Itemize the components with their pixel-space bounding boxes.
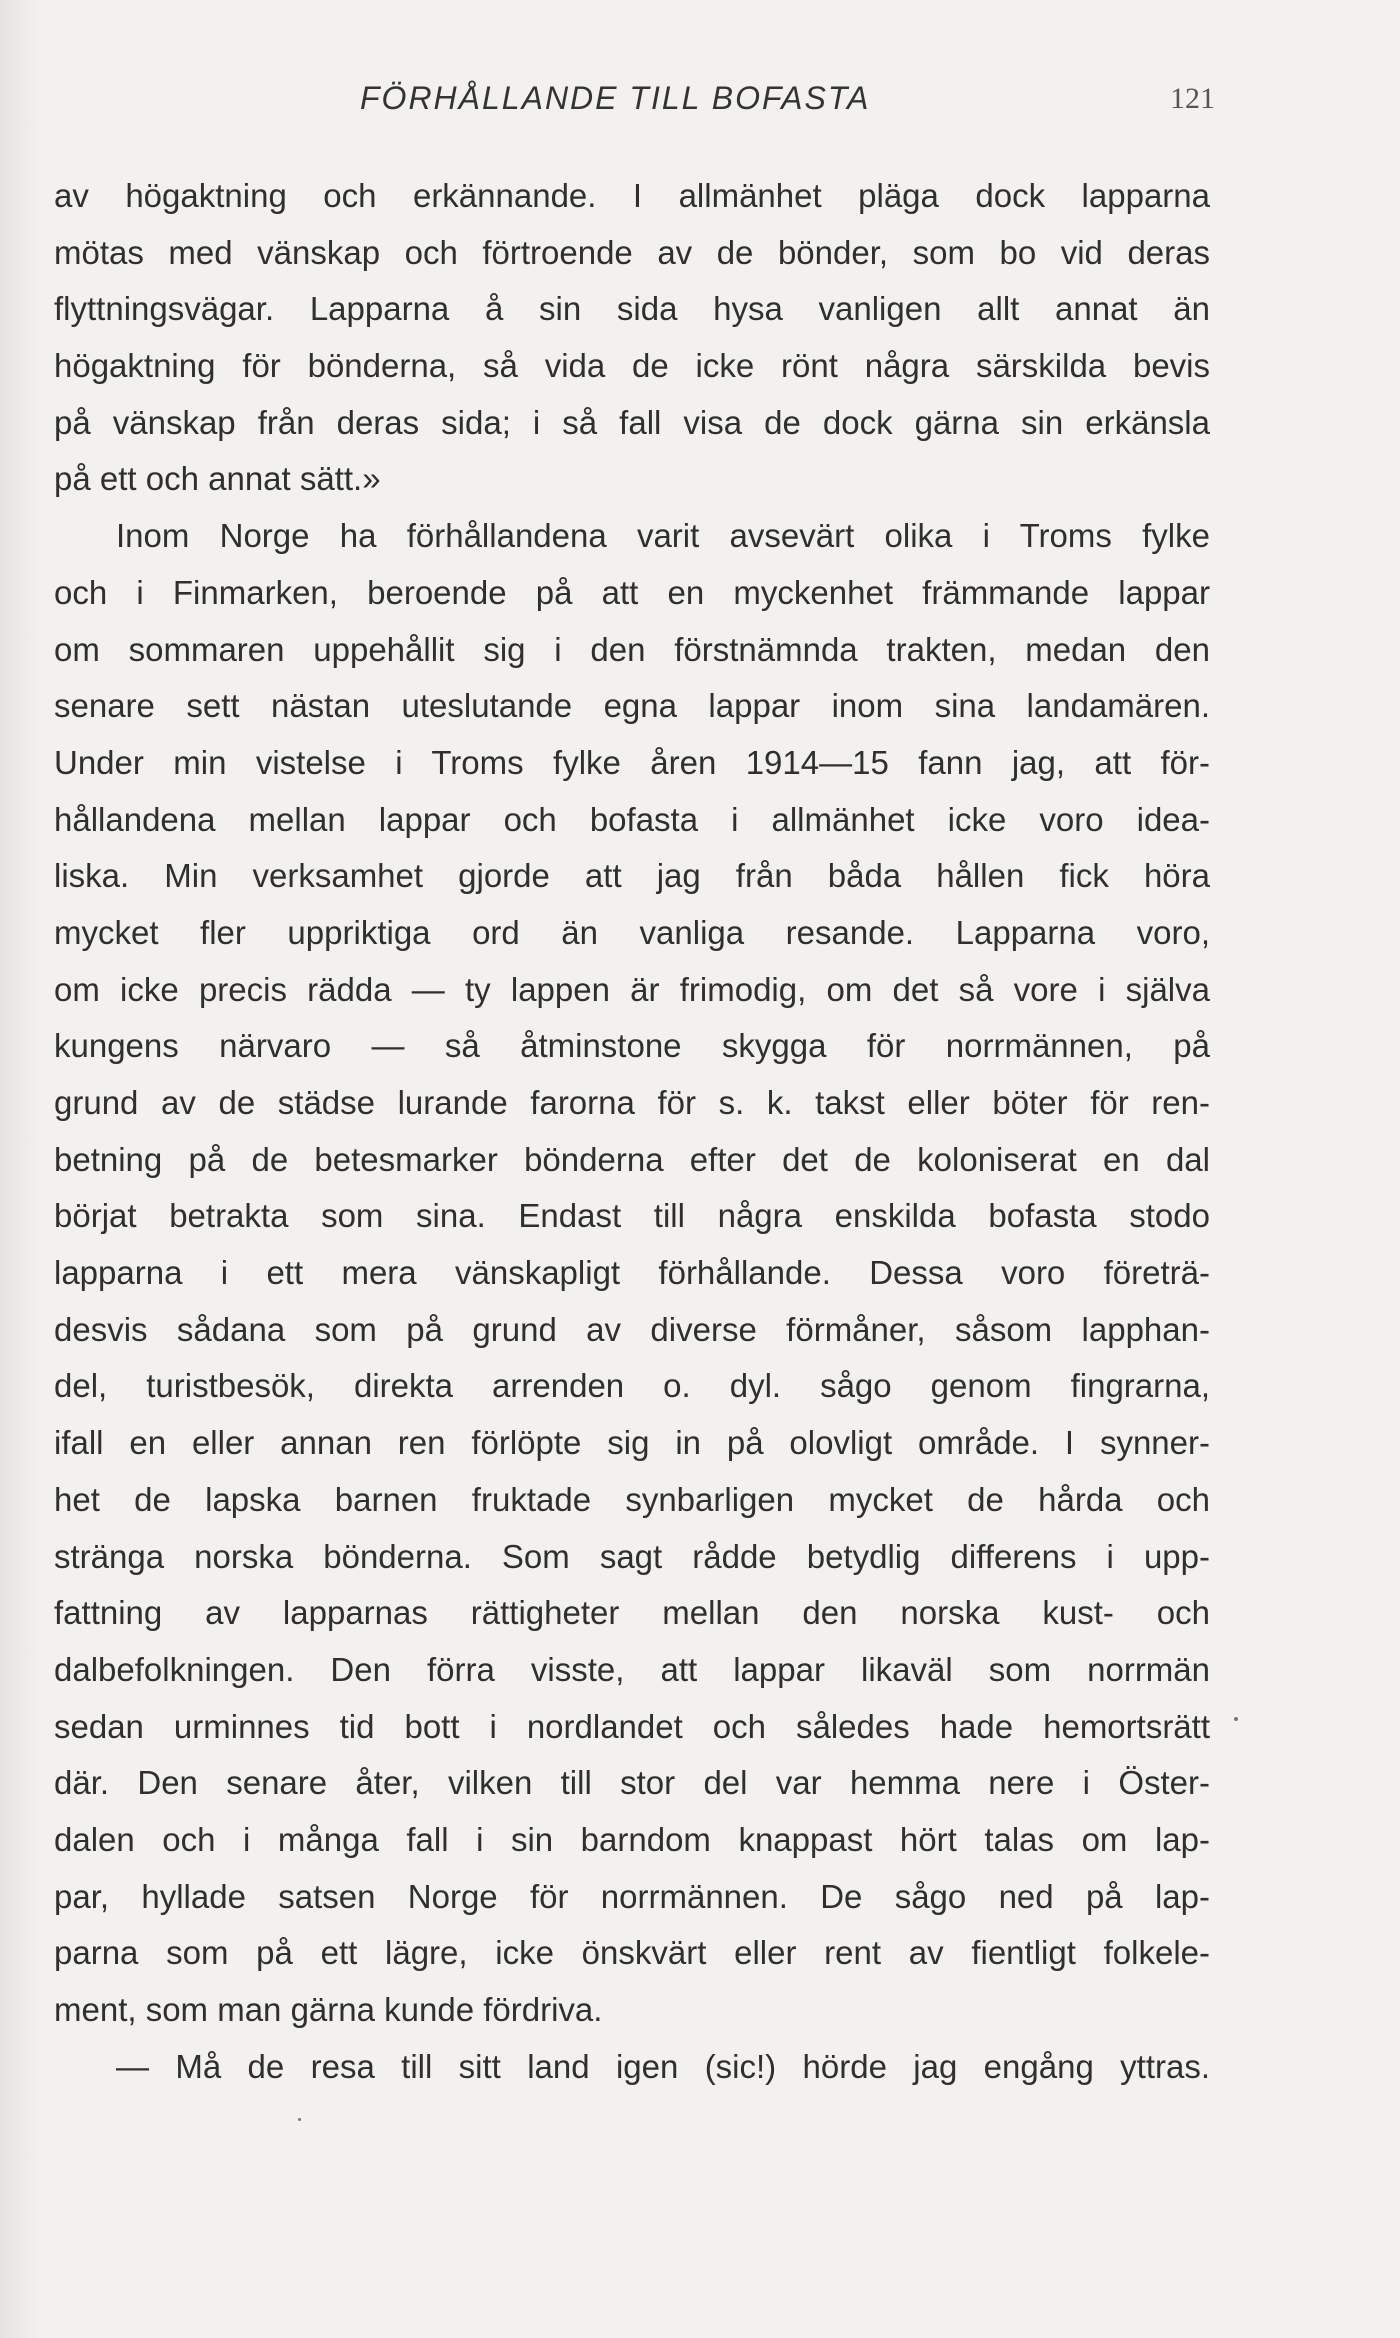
text-line: där. Den senare åter, vilken till stor del var hemma nere i Öster- <box>54 1764 1210 1802</box>
text-line: fattning av lapparnas rättigheter mellan den norska kust- och <box>54 1594 1210 1632</box>
text-line: Under min vistelse i Troms fylke åren 1914—15 fann jag, att för- <box>54 743 1210 781</box>
paragraph-start-line: Inom Norge ha förhållandena varit avsevärt olika i Troms fylke <box>116 517 1210 555</box>
text-line: kungens närvaro — så åtminstone skygga för norrmännen, på <box>54 1027 1210 1065</box>
text-line: grund av de städse lurande farorna för s. k. takst eller böter för ren- <box>54 1084 1210 1121</box>
running-head <box>0 80 1400 130</box>
text-line: sedan urminnes tid bott i nordlandet och således hade hemortsrätt <box>54 1707 1210 1745</box>
text-line: stränga norska bönderna. Som sagt rådde betydlig differens i upp- <box>54 1537 1210 1575</box>
text-line: lapparna i ett mera vänskapligt förhållande. Dessa voro företrä- <box>54 1254 1210 1292</box>
text-line: på vänskap från deras sida; i så fall visa de dock gärna sin erkänsla <box>54 403 1210 441</box>
text-line: mycket fler uppriktiga ord än vanliga resande. Lapparna voro, <box>54 913 1210 951</box>
text-line: senare sett nästan uteslutande egna lappar inom sina landamären. <box>54 687 1210 725</box>
text-line: av högaktning och erkännande. I allmänhet pläga dock lapparna <box>54 177 1210 214</box>
text-line: dalbefolkningen. Den förra visste, att lappar likaväl som norrmän <box>54 1650 1210 1688</box>
text-line: om sommaren uppehållit sig i den förstnämnda trakten, medan den <box>54 630 1210 668</box>
text-line: om icke precis rädda — ty lappen är frimodig, om det så vore i själva <box>54 970 1210 1008</box>
text-line: flyttningsvägar. Lapparna å sin sida hysa vanligen allt annat än <box>54 290 1210 328</box>
text-line: mötas med vänskap och förtroende av de bönder, som bo vid deras <box>54 233 1210 271</box>
text-line: dalen och i många fall i sin barndom knappast hört talas om lap- <box>54 1820 1210 1858</box>
text-line: par, hyllade satsen Norge för norrmännen. De sågo ned på lap- <box>54 1877 1210 1915</box>
text-line: del, turistbesök, direkta arrenden o. dyl. sågo genom fingrarna, <box>54 1367 1210 1405</box>
text-line: parna som på ett lägre, icke önskvärt eller rent av fientligt folkele- <box>54 1934 1210 1972</box>
scan-speck <box>1234 1717 1238 1721</box>
paragraph-start-line: — Må de resa till sitt land igen (sic!) hörde jag engång yttras. <box>116 2047 1210 2085</box>
paragraph-end-line: ment, som man gärna kunde fördriva. <box>54 1991 603 2028</box>
text-line: betning på de betesmarker bönderna efter det de koloniserat en dal <box>54 1140 1210 1178</box>
scan-speck <box>298 2118 301 2121</box>
text-line: börjat betrakta som sina. Endast till några enskilda bofasta stodo <box>54 1197 1210 1235</box>
text-line: liska. Min verksamhet gjorde att jag från båda hållen fick höra <box>54 857 1210 895</box>
text-line: ifall en eller annan ren förlöpte sig in på olovligt område. I synner- <box>54 1424 1210 1462</box>
text-line: högaktning för bönderna, så vida de icke rönt några särskilda bevis <box>54 347 1210 385</box>
page-number: 121 <box>1170 82 1215 115</box>
text-line: hållandena mellan lappar och bofasta i allmänhet icke voro idea- <box>54 800 1210 838</box>
text-line: desvis sådana som på grund av diverse förmåner, såsom lapphan- <box>54 1310 1210 1348</box>
text-line: het de lapska barnen fruktade synbarligen mycket de hårda och <box>54 1480 1210 1518</box>
paragraph-end-line: på ett och annat sätt.» <box>54 460 381 498</box>
body-text <box>54 168 1210 2095</box>
text-line: och i Finmarken, beroende på att en myckenhet främmande lappar <box>54 573 1210 611</box>
running-title: FÖRHÅLLANDE TILL BOFASTA <box>360 80 871 116</box>
